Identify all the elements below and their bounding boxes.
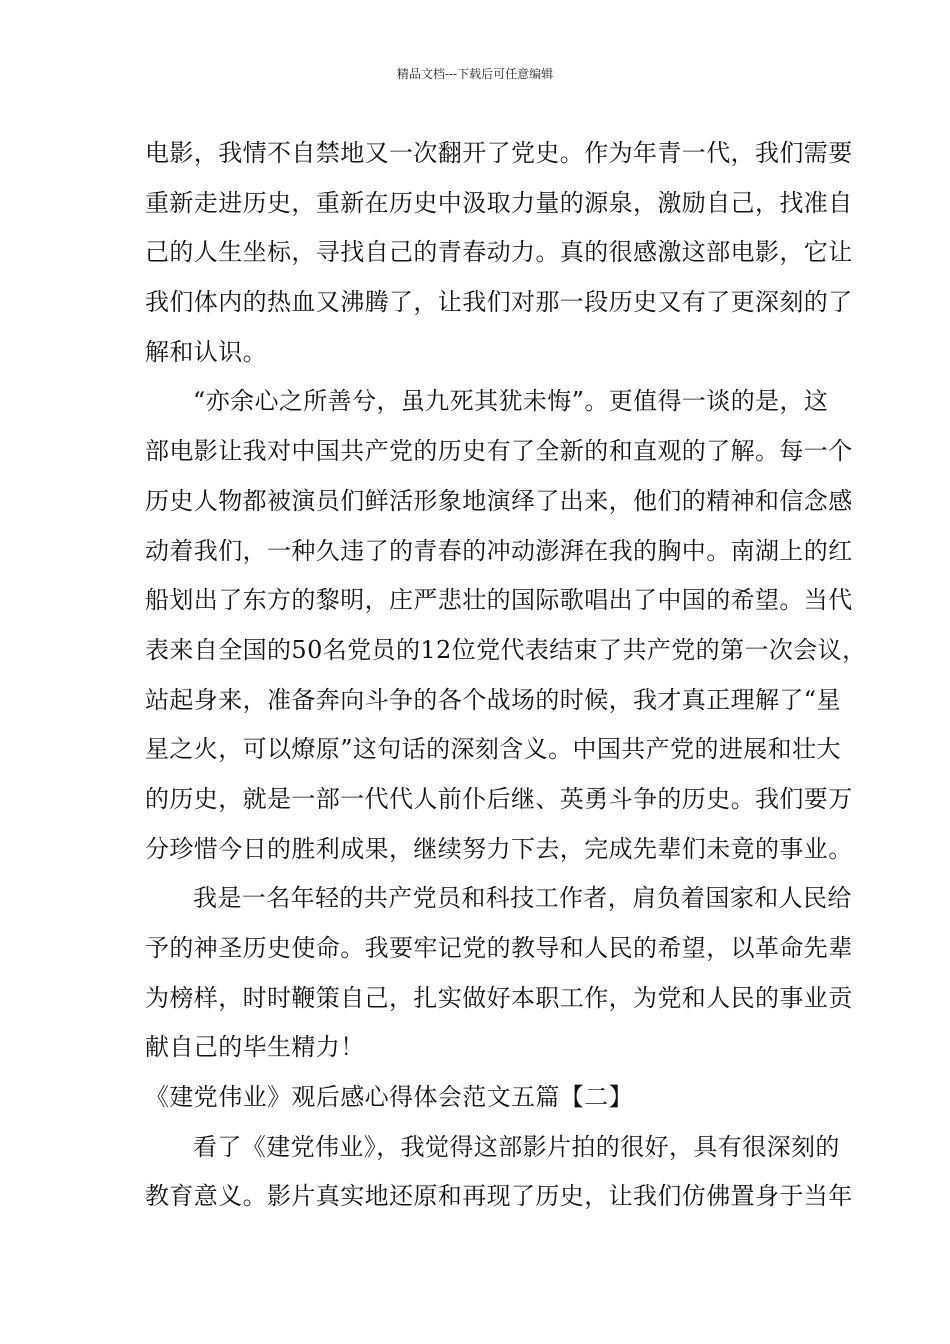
text-line: 解和认识。 bbox=[145, 337, 267, 366]
text-line: 表来自全国的50名党员的12位党代表结束了共产党的第一次会议， bbox=[145, 635, 867, 664]
text-line: 己的人生坐标，寻找自己的青春动力。真的很感激这部电影，它让 bbox=[145, 238, 853, 267]
text-line: 站起身来，准备奔向斗争的各个战场的时候，我才真正理解了“星 bbox=[145, 685, 841, 714]
text-line: 献自己的毕生精力！ bbox=[145, 1033, 365, 1062]
text-line: 部电影让我对中国共产党的历史有了全新的和直观的了解。每一个 bbox=[145, 437, 853, 466]
text-line: 电影，我情不自禁地又一次翻开了党史。作为年青一代，我们需要 bbox=[145, 139, 853, 167]
text-line: 的历史，就是一部一代代人前仆后继、英勇斗争的历史。我们要万 bbox=[145, 784, 853, 813]
section-heading: 《建党伟业》观后感心得体会范文五篇【二】 bbox=[145, 1083, 633, 1112]
text-line: 动着我们，一种久违了的青春的冲动澎湃在我的胸中。南湖上的红 bbox=[145, 536, 853, 565]
text-line: 我是一名年轻的共产党员和科技工作者，肩负着国家和人民给 bbox=[193, 884, 852, 913]
text-line: 分珍惜今日的胜利成果，继续努力下去，完成先辈们未竟的事业。 bbox=[145, 834, 853, 863]
text-line: 船划出了东方的黎明，庄严悲壮的国际歌唱出了中国的希望。当代 bbox=[145, 586, 853, 615]
page-header: 精品文档---下载后可任意编辑 bbox=[396, 67, 554, 81]
text-line: 予的神圣历史使命。我要牢记党的教导和人民的希望，以革命先辈 bbox=[145, 934, 853, 962]
text-line: 历史人物都被演员们鲜活形象地演绎了出来，他们的精神和信念感 bbox=[145, 486, 853, 515]
text-line: 教育意义。影片真实地还原和再现了历史，让我们仿佛置身于当年 bbox=[145, 1182, 853, 1211]
text-line: 为榜样，时时鞭策自己，扎实做好本职工作，为党和人民的事业贡 bbox=[145, 983, 853, 1012]
text-line: “亦余心之所善兮，虽九死其犹未悔”。更值得一谈的是，这 bbox=[193, 387, 829, 416]
document-body bbox=[145, 129, 867, 1222]
text-line: 重新走进历史，重新在历史中汲取力量的源泉，激励自己，找准自 bbox=[145, 188, 853, 217]
text-line: 我们体内的热血又沸腾了，让我们对那一段历史又有了更深刻的了 bbox=[145, 288, 853, 317]
text-line: 看了《建党伟业》，我觉得这部影片拍的很好，具有很深刻的 bbox=[193, 1132, 840, 1161]
text-line: 星之火，可以燎原”这句话的深刻含义。中国共产党的进展和壮大 bbox=[145, 735, 841, 764]
